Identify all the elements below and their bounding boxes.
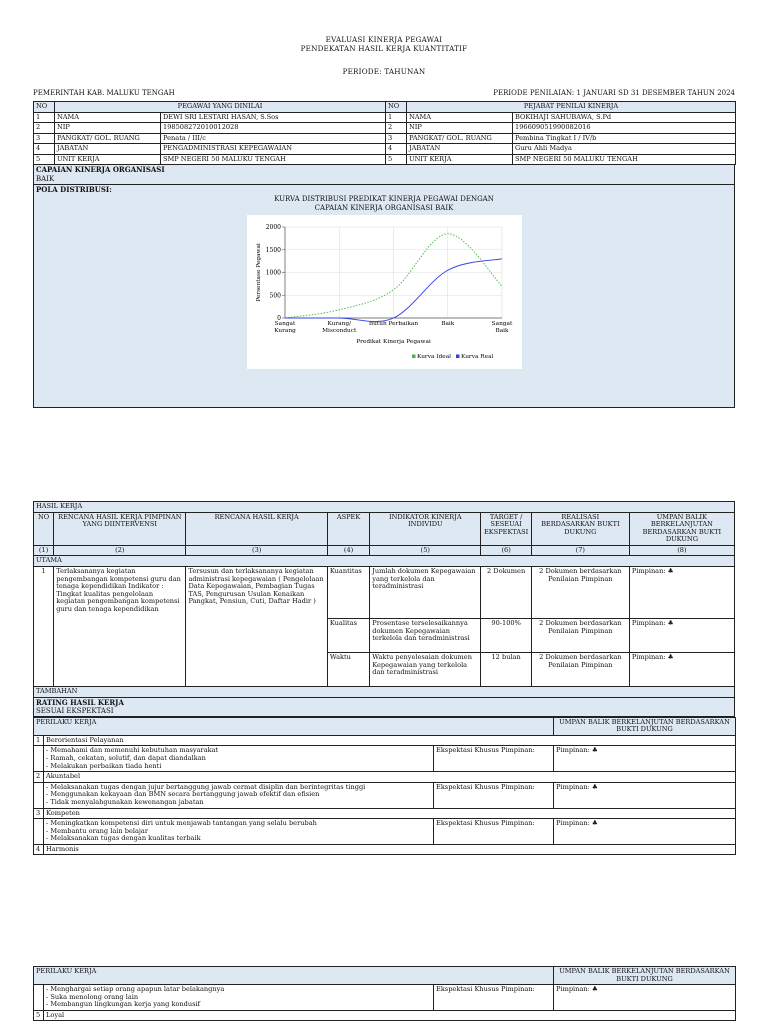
y-tick-label: 1500 [265, 246, 281, 254]
realisasi: 2 Dokumen berdasarkan Penilaian Pimpinan [531, 567, 629, 619]
row-label: PANGKAT/ GOL. RUANG [407, 133, 513, 144]
indikator: Jumlah dokumen Kepegawaian yang terkelola dan teradministrasi [370, 567, 481, 619]
row-no: 3 [34, 133, 55, 144]
item-no: 1 [34, 735, 44, 746]
x-tick-label: Baik [441, 320, 455, 327]
item-title: Harmonis [44, 844, 736, 855]
perilaku-item-row [34, 772, 736, 783]
doc-title-line2: PENDEKATAN HASIL KERJA KUANTITATIF [300, 44, 468, 53]
ekspektasi-label: Ekspektasi Khusus Pimpinan: [434, 782, 554, 808]
y-tick-label: 0 [277, 314, 281, 322]
row-no: 1 [386, 112, 407, 123]
row-label: NIP [407, 123, 513, 134]
point-text: - Melaksanakan tugas dengan kualitas terbaik [46, 834, 201, 843]
perilaku-header: PERILAKU KERJA [34, 717, 554, 735]
x-tick-label: Kurang/ [327, 320, 352, 327]
point-text: - Meningkatkan kompetensi diri untuk menjawab tantangan yang selalu berubah [46, 819, 317, 828]
item-no: 2 [34, 772, 44, 783]
instansi-label: PEMERINTAH KAB. MALUKU TENGAH [33, 89, 175, 97]
indikator: Prosentase terselesaikannya dokumen Kepegawaian terkelola dan teradministrasi [370, 619, 481, 653]
pimpinan-feedback: Pimpinan: ♣ [554, 782, 736, 808]
identity-row [34, 144, 736, 155]
column-number: (2) [54, 545, 186, 556]
y-tick-label: 1000 [265, 269, 281, 277]
ekspektasi-label: Ekspektasi Khusus Pimpinan: [434, 746, 554, 772]
pejabat-value: BOKIHAJI SAHUBAWA, S.Pd [513, 112, 736, 123]
row-label: NAMA [55, 112, 161, 123]
perilaku-points-row [34, 782, 736, 808]
pegawai-value: DEWI SRI LESTARI HASAN, S.Sos [161, 112, 386, 123]
row-no: 4 [386, 144, 407, 155]
pola-block [33, 185, 735, 408]
pegawai-dinilai-title: PEGAWAI YANG DINILAI [55, 102, 386, 113]
column-header: NO [34, 512, 54, 545]
pejabat-value: Guru Ahli Madya [513, 144, 736, 155]
item-no: 3 [34, 808, 44, 819]
utama-label: UTAMA [34, 556, 735, 567]
point-text: - Memahami dan memenuhi kebutuhan masyarakat [46, 746, 219, 755]
pegawai-value: Penata / III/c [161, 133, 386, 144]
pegawai-value: 198508272010012028 [161, 123, 386, 134]
x-tick-label: Sangat [491, 320, 513, 327]
x-tick-label: Misconduct [322, 327, 357, 334]
pejabat-value: SMP NEGERI 50 MALUKU TENGAH [513, 154, 736, 165]
column-header: INDIKATOR KINERJA INDIVIDU [370, 512, 481, 545]
row-label: JABATAN [55, 144, 161, 155]
perilaku-points-row [34, 819, 736, 845]
periode-label: PERIODE: TAHUNAN [342, 67, 426, 76]
point-text: - Ramah, cekatan, solutif, dan dapat diandalkan [46, 754, 206, 763]
perilaku-table-page2 [33, 966, 736, 1021]
tambahan-label: TAMBAHAN [34, 687, 735, 698]
point-text: - Tidak menyalahgunakan kewenangan jabatan [46, 797, 204, 806]
identity-row [34, 133, 736, 144]
ekspektasi-label: Ekspektasi Khusus Pimpinan: [434, 985, 554, 1011]
chart-title-line1: KURVA DISTRIBUSI PREDIKAT KINERJA PEGAWAI DENGAN [274, 194, 494, 203]
legend-label: Kurva Ideal [417, 353, 452, 360]
column-header: REALISASI BERDASARKAN BUKTI DUKUNG [531, 512, 629, 545]
point-text: - Membangun lingkungan kerja yang kondusif [46, 1000, 201, 1009]
aspek: Waktu [327, 653, 369, 687]
row-no: 4 [34, 144, 55, 155]
legend-label: Kurva Real [461, 353, 494, 360]
x-axis-label: Predikat Kinerja Pegawai [356, 338, 431, 345]
indikator: Waktu penyelesaian dokumen Kepegawaian yang terkelola dan teradministrasi [370, 653, 481, 687]
perilaku-umpan-header-p2: UMPAN BALIK BERKELANJUTAN BERDASARKAN BUKTI DUKUNG [554, 967, 736, 985]
row-label: UNIT KERJA [55, 154, 161, 165]
rating-block [33, 698, 735, 717]
identity-row [34, 123, 736, 134]
rhk-pimpinan: Terlaksananya kegiatan pengembangan kompetensi guru dan tenaga kependidikan Indikator : Tingkat kualitas pengelolaan kegiatan pengembangan kompetensi guru dan tenaga kependidikan [54, 567, 186, 687]
item-title: Berorientasi Pelayanan [44, 735, 736, 746]
perilaku-points [44, 782, 434, 808]
rhk: Tersusun dan terlaksananya kegiatan administrasi kepegawaian ( Pengelolaan Data Kepegawaian, Pembagian Tugas TAS, Pengurusan Usulan Kenaikan Pangkat, Pensiun, Cuti, Daftar Hadir ) [186, 567, 327, 687]
item-title-loyal: Loyal [44, 1010, 736, 1021]
col-no-left: NO [34, 102, 55, 113]
row-label: UNIT KERJA [407, 154, 513, 165]
x-tick-label: Butuh Perbaikan [368, 320, 419, 327]
column-number: (8) [629, 545, 734, 556]
perilaku-points [44, 819, 434, 845]
column-number: (4) [327, 545, 369, 556]
item-no: 4 [34, 844, 44, 855]
legend-swatch [456, 354, 460, 358]
column-number: (5) [370, 545, 481, 556]
realisasi: 2 Dokumen berdasarkan Penilaian Pimpinan [531, 619, 629, 653]
y-tick-label: 500 [269, 291, 281, 299]
distribution-chart [247, 215, 522, 369]
perilaku-item-row [34, 808, 736, 819]
table-row [34, 567, 735, 619]
row-no: 2 [34, 123, 55, 134]
column-number: (3) [186, 545, 327, 556]
pejabat-value: Pembina Tingkat I / IV/b [513, 133, 736, 144]
capaian-value: BAIK [36, 174, 55, 183]
item-no: 5 [34, 1010, 44, 1021]
perilaku-header-p2: PERILAKU KERJA [34, 967, 554, 985]
row-no: 2 [386, 123, 407, 134]
umpan-balik: Pimpinan: ♣ [629, 619, 734, 653]
pola-title: POLA DISTRIBUSI: [36, 184, 112, 194]
identity-row [34, 154, 736, 165]
pegawai-value: SMP NEGERI 50 MALUKU TENGAH [161, 154, 386, 165]
perilaku-table [33, 717, 736, 856]
item-title: Akuntabel [44, 772, 736, 783]
perilaku-item-row [34, 735, 736, 746]
row-label: NIP [55, 123, 161, 134]
column-header: RENCANA HASIL KERJA [186, 512, 327, 545]
rating-title: RATING HASIL KERJA [36, 697, 124, 707]
point-text: - Menggunakan kekayaan dan BMN secara bertanggung jawab efektif dan efisien [46, 790, 320, 799]
legend-swatch [412, 354, 416, 358]
aspek: Kualitas [327, 619, 369, 653]
point-text: - Melakukan perbaikan tiada henti [46, 761, 162, 770]
column-header: RENCANA HASIL KERJA PIMPINAN YANG DIINTERVENSI [54, 512, 186, 545]
ekspektasi-label: Ekspektasi Khusus Pimpinan: [434, 819, 554, 845]
target: 90-100% [481, 619, 531, 653]
row-no: 3 [386, 133, 407, 144]
column-number: (6) [481, 545, 531, 556]
row-label: JABATAN [407, 144, 513, 155]
perilaku-umpan-header: UMPAN BALIK BERKELANJUTAN BERDASARKAN BUKTI DUKUNG [554, 717, 736, 735]
pimpinan-feedback: Pimpinan: ♣ [554, 985, 736, 1011]
realisasi: 2 Dokumen berdasarkan Penilaian Pimpinan [531, 653, 629, 687]
pimpinan-feedback: Pimpinan: ♣ [554, 746, 736, 772]
pejabat-value: 196609051990082016 [513, 123, 736, 134]
identity-section [33, 101, 735, 408]
item-title: Kompeten [44, 808, 736, 819]
row-no: 5 [34, 154, 55, 165]
identity-table [33, 101, 736, 165]
perilaku-points-row [34, 746, 736, 772]
chart-background [247, 215, 522, 369]
column-header: ASPEK [327, 512, 369, 545]
row-no: 1 [34, 567, 54, 687]
doc-title-line1: EVALUASI KINERJA PEGAWAI [325, 35, 443, 44]
y-tick-label: 2000 [265, 223, 281, 231]
identity-row [34, 112, 736, 123]
hasil-kerja-table [33, 501, 735, 698]
hasil-kerja-section-title: HASIL KERJA [34, 502, 735, 513]
y-axis-label: Persentase Pegawai [256, 242, 262, 302]
column-number: (1) [34, 545, 54, 556]
hasil-kerja-section [33, 501, 735, 855]
point-text: - Membantu orang lain belajar [46, 826, 149, 835]
row-no: 1 [34, 112, 55, 123]
target: 12 bulan [481, 653, 531, 687]
target: 2 Dokumen [481, 567, 531, 619]
rating-value: SESUAI EKSPEKTASI [36, 706, 114, 715]
perilaku-points [44, 746, 434, 772]
capaian-block [33, 165, 735, 184]
harmonis-points [44, 985, 434, 1011]
column-header: TARGET / SESEUAI EKSPEKTASI [481, 512, 531, 545]
pegawai-value: PENGADMINISTRASI KEPEGAWAIAN [161, 144, 386, 155]
column-header: UMPAN BALIK BERKELANJUTAN BERDASARKAN BUKTI DUKUNG [629, 512, 734, 545]
point-text: - Suka menolong orang lain [46, 992, 139, 1001]
row-no: 5 [386, 154, 407, 165]
page2-section [33, 966, 735, 1021]
pimpinan-feedback: Pimpinan: ♣ [554, 819, 736, 845]
point-text: - Menghargai setiap orang apapun latar belakangnya [46, 985, 225, 994]
periode-penilaian-label: PERIODE PENILAIAN: 1 JANUARI SD 31 DESEMBER TAHUN 2024 [493, 89, 735, 97]
capaian-title: CAPAIAN KINERJA ORGANISASI [36, 165, 165, 175]
chart-title-line2: CAPAIAN KINERJA ORGANISASI BAIK [314, 203, 454, 212]
row-label: NAMA [407, 112, 513, 123]
col-no-right: NO [386, 102, 407, 113]
umpan-balik: Pimpinan: ♣ [629, 653, 734, 687]
umpan-balik: Pimpinan: ♣ [629, 567, 734, 619]
point-text: - Melaksanakan tugas dengan jujur bertanggung jawab cermat disiplin dan berintegritas tinggi [46, 782, 366, 791]
pejabat-penilai-title: PEJABAT PENILAI KINERJA [407, 102, 736, 113]
row-label: PANGKAT/ GOL. RUANG [55, 133, 161, 144]
x-tick-label: Baik [495, 327, 509, 334]
aspek: Kuantitas [327, 567, 369, 619]
x-tick-label: Sangat [274, 320, 296, 327]
x-tick-label: Kurang [274, 327, 296, 334]
column-number: (7) [531, 545, 629, 556]
perilaku-item-row [34, 844, 736, 855]
